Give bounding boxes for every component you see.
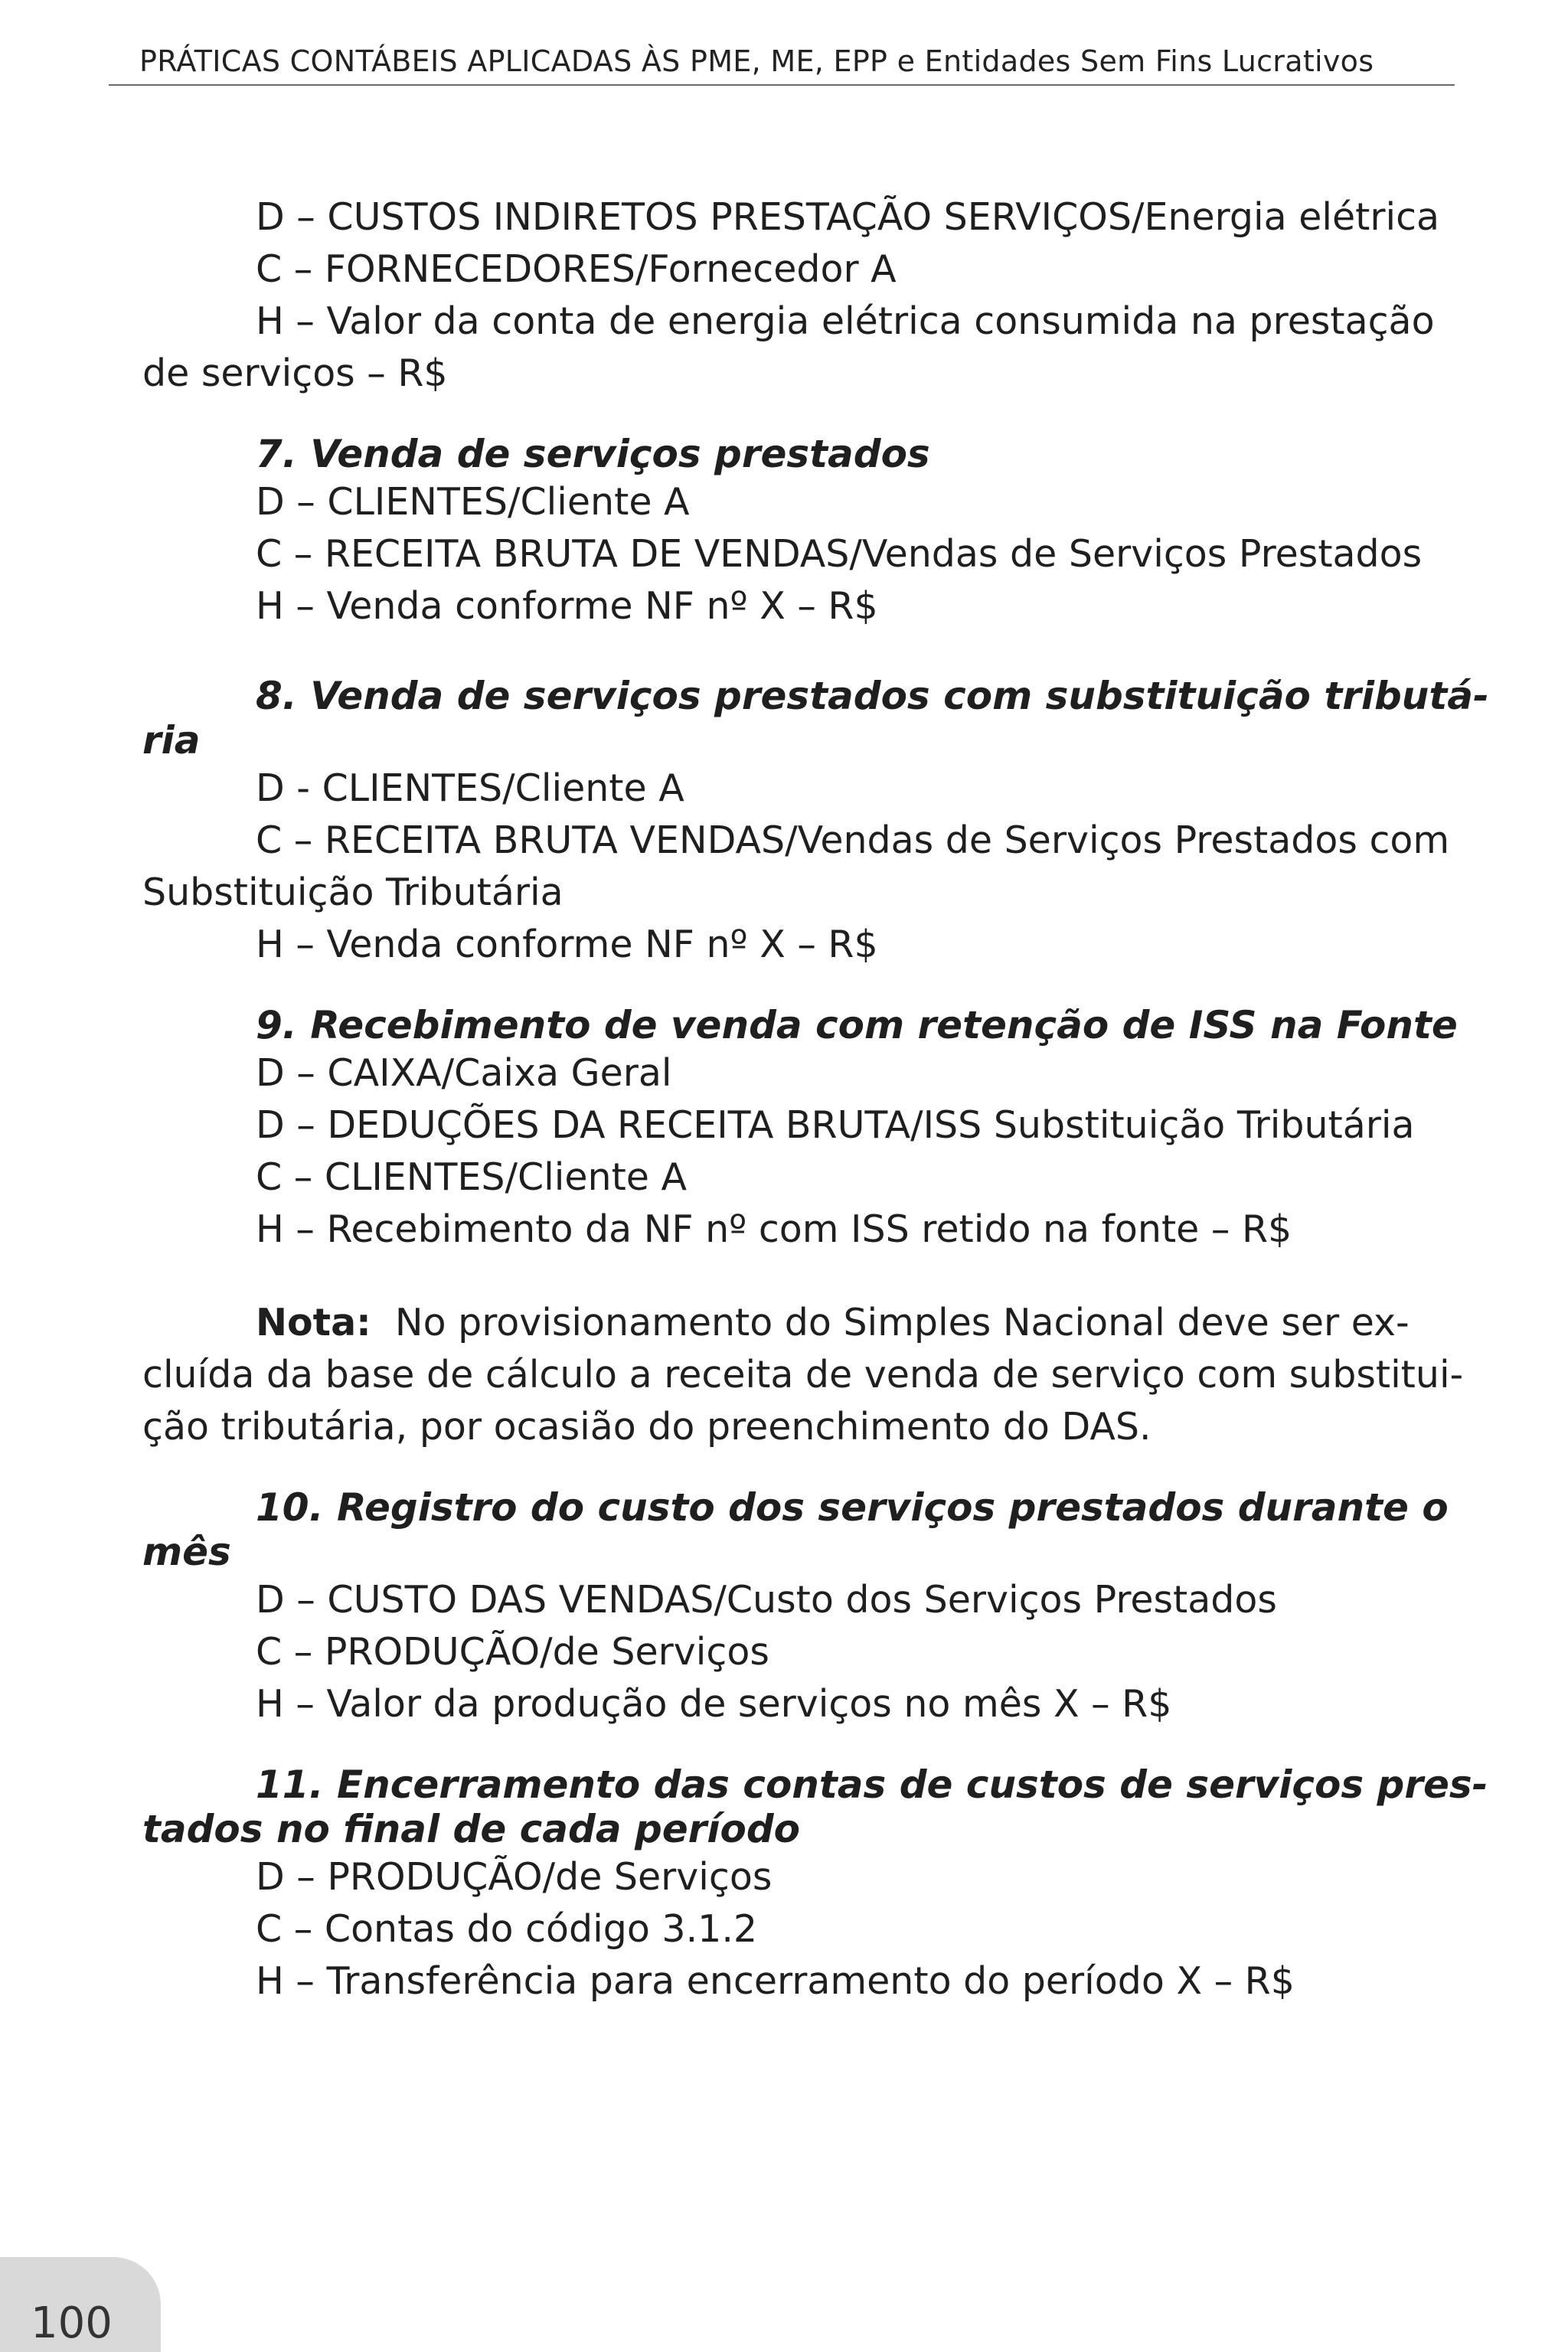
entry-6-history-line2: de serviços – R$ bbox=[142, 351, 448, 395]
note bbox=[142, 1297, 1464, 1453]
entry-9-heading: 9. Recebimento de venda com retenção de ISS na Fonte bbox=[256, 1003, 1458, 1047]
entry-11-heading-line1: 11. Encerramento das contas de custos de serviços pres- bbox=[256, 1762, 1488, 1807]
page-number: 100 bbox=[31, 2298, 113, 2348]
entry-10-history: H – Valor da produção de serviços no mês X – R$ bbox=[256, 1682, 1172, 1726]
entry-8 bbox=[142, 674, 1489, 971]
entry-7-heading: 7. Venda de serviços prestados bbox=[256, 432, 930, 476]
entry-8-credit-line1: C – RECEITA BRUTA VENDAS/Vendas de Serviços Prestados com bbox=[256, 818, 1450, 862]
entry-9-debit-1: D – CAIXA/Caixa Geral bbox=[256, 1051, 672, 1095]
entry-11-heading-line2: tados no final de cada período bbox=[142, 1807, 800, 1851]
entry-10-debit: D – CUSTO DAS VENDAS/Custo dos Serviços Prestados bbox=[256, 1578, 1277, 1622]
page-content bbox=[142, 191, 1489, 2007]
entry-10-credit: C – PRODUÇÃO/de Serviços bbox=[256, 1630, 769, 1674]
note-line2: cluída da base de cálculo a receita de venda de serviço com substitui- bbox=[142, 1353, 1464, 1396]
entry-8-heading-line2: ria bbox=[142, 718, 201, 763]
entry-7-credit: C – RECEITA BRUTA DE VENDAS/Vendas de Serviços Prestados bbox=[256, 532, 1423, 576]
entry-10-heading-line1: 10. Registro do custo dos serviços prestados durante o bbox=[256, 1485, 1449, 1530]
entry-8-history: H – Venda conforme NF nº X – R$ bbox=[256, 923, 878, 966]
entry-7-history: H – Venda conforme NF nº X – R$ bbox=[256, 584, 878, 628]
entry-6 bbox=[142, 191, 1440, 400]
entry-11-history: H – Transferência para encerramento do período X – R$ bbox=[256, 1959, 1295, 2003]
entry-11-credit: C – Contas do código 3.1.2 bbox=[256, 1907, 758, 1951]
header-rule bbox=[109, 84, 1455, 86]
entry-6-debit: D – CUSTOS INDIRETOS PRESTAÇÃO SERVIÇOS/Energia elétrica bbox=[256, 195, 1440, 239]
entry-11-debit: D – PRODUÇÃO/de Serviços bbox=[256, 1855, 773, 1899]
entry-6-credit: C – FORNECEDORES/Fornecedor A bbox=[256, 247, 897, 291]
note-text-line1: No provisionamento do Simples Nacional deve ser ex- bbox=[394, 1301, 1410, 1344]
note-label: Nota: bbox=[256, 1301, 371, 1344]
entry-8-credit-line2: Substituição Tributária bbox=[142, 871, 564, 914]
entry-10-heading-line2: mês bbox=[142, 1530, 231, 1574]
entry-7-debit: D – CLIENTES/Cliente A bbox=[256, 480, 690, 524]
entry-9 bbox=[142, 1003, 1458, 1256]
entry-6-history-line1: H – Valor da conta de energia elétrica consumida na prestação bbox=[256, 299, 1435, 343]
entry-8-debit: D - CLIENTES/Cliente A bbox=[256, 766, 684, 810]
entry-7 bbox=[142, 432, 1424, 632]
entry-9-debit-2: D – DEDUÇÕES DA RECEITA BRUTA/ISS Substituição Tributária bbox=[256, 1103, 1415, 1147]
entry-9-credit: C – CLIENTES/Cliente A bbox=[256, 1155, 688, 1199]
entry-11 bbox=[142, 1762, 1488, 2007]
running-header: PRÁTICAS CONTÁBEIS APLICADAS ÀS PME, ME, EPP e Entidades Sem Fins Lucrativos bbox=[139, 44, 1374, 78]
entry-9-history: H – Recebimento da NF nº com ISS retido na fonte – R$ bbox=[256, 1207, 1292, 1251]
entry-10 bbox=[142, 1485, 1449, 1730]
note-line3: ção tributária, por ocasião do preenchimento do DAS. bbox=[142, 1405, 1152, 1449]
entry-8-heading-line1: 8. Venda de serviços prestados com substituição tributá- bbox=[256, 674, 1489, 718]
note-line1 bbox=[142, 1297, 1424, 1349]
